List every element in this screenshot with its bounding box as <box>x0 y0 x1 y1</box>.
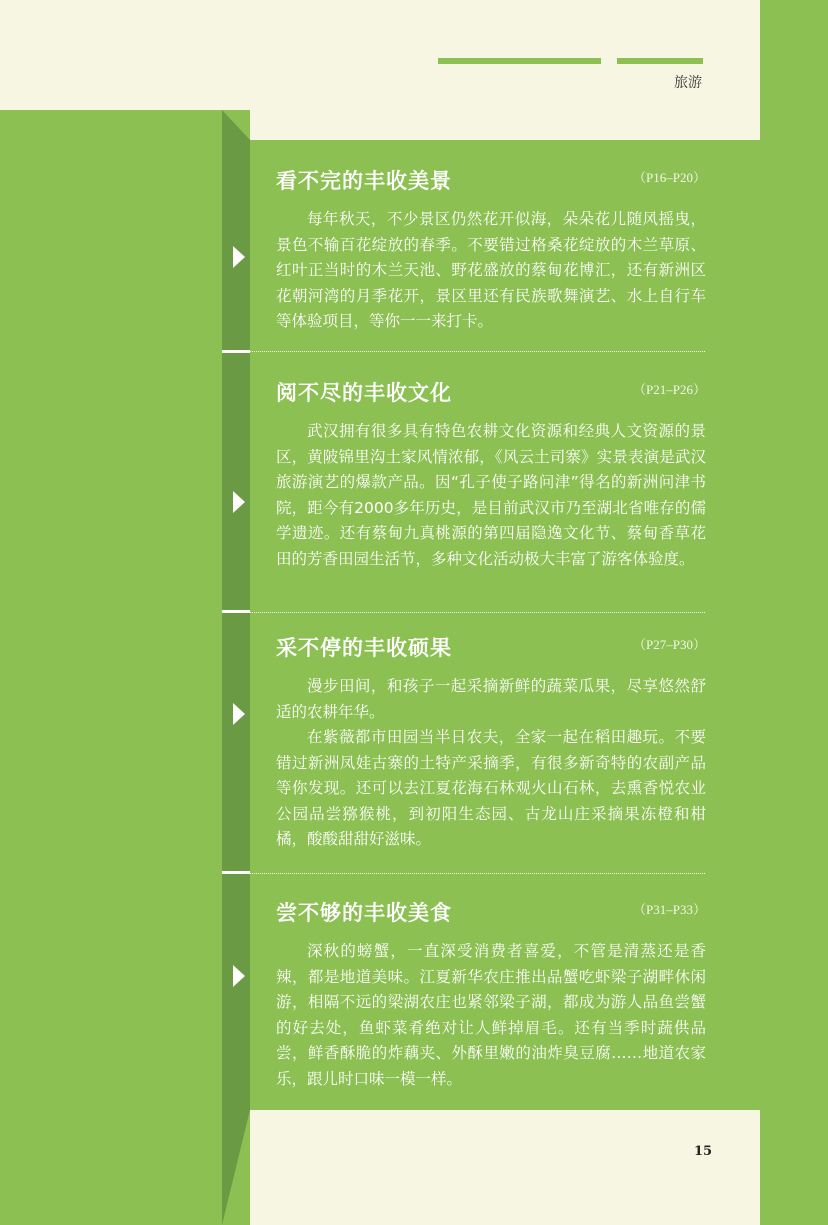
arrow-right-icon <box>233 703 245 725</box>
book-spine <box>222 110 250 1225</box>
paragraph: 深秋的螃蟹，一直深受消费者喜爱，不管是清蒸还是香辣，都是地道美味。江夏新华农庄推出品蟹吃虾梁子湖畔休闲游，相隔不远的梁湖农庄也紧邻梁子湖，都成为游人品鱼尝蟹的好去处，鱼虾菜肴绝对让人鲜掉眉毛。还有当季时蔬供品尝，鲜香酥脆的炸藕夹、外酥里嫩的油炸臭豆腐……地道农家乐，跟儿时口味一模一样。 <box>276 942 706 1088</box>
page-range: （P16–P20） <box>633 170 706 185</box>
section-body <box>276 207 706 335</box>
section-label: 旅游 <box>674 75 702 91</box>
header-rule-long <box>438 58 601 64</box>
paragraph: 武汉拥有很多具有特色农耕文化资源和经典人文资源的景区，黄陂锦里沟土家风情浓郁，《风云土司寨》实景表演是武汉旅游演艺的爆款产品。因“孔子使子路问津”得名的新洲问津书院，距今有2000多年历史，是目前武汉市乃至湖北省唯存的儒学遗迹。还有蔡甸九真桃源的第四届隐逸文化节、蔡甸香草花田的芳香田园生活节，多种文化活动极大丰富了游客体验度。 <box>276 422 706 568</box>
paragraph: 每年秋天，不少景区仍然花开似海，朵朵花儿随风摇曳，景色不输百花绽放的春季。不要错过格桑花绽放的木兰草原、红叶正当时的木兰天池、野花盛放的蔡甸花博汇，还有新洲区花朝河湾的月季花开，景区里还有民族歌舞演艺、水上自行车等体验项目，等你一一来打卡。 <box>276 210 706 330</box>
section-title: 阅不尽的丰收文化 <box>276 380 452 405</box>
arrow-right-icon <box>233 491 245 513</box>
right-edge-strip <box>760 0 828 1225</box>
spine-divider-tick <box>222 610 250 613</box>
arrow-right-icon <box>233 965 245 987</box>
section-scenery <box>276 165 706 335</box>
left-color-block <box>0 110 250 1225</box>
section-food <box>276 897 706 1092</box>
section-body <box>276 939 706 1092</box>
section-culture <box>276 377 706 572</box>
section-harvest <box>276 632 706 853</box>
page-range: （P31–P33） <box>633 902 706 917</box>
section-body <box>276 419 706 572</box>
section-title: 尝不够的丰收美食 <box>276 900 452 925</box>
header-rule-short <box>617 58 703 64</box>
dotted-divider <box>250 873 705 874</box>
spine-divider-tick <box>222 871 250 874</box>
page-range: （P27–P30） <box>633 637 706 652</box>
section-title: 采不停的丰收硕果 <box>276 635 452 660</box>
section-title: 看不完的丰收美景 <box>276 168 452 193</box>
page-number: 15 <box>694 1144 713 1159</box>
arrow-right-icon <box>233 246 245 268</box>
dotted-divider <box>250 351 705 352</box>
page-range: （P21–P26） <box>633 382 706 397</box>
section-body <box>276 674 706 853</box>
dotted-divider <box>250 612 705 613</box>
spine-divider-tick <box>222 350 250 353</box>
paragraph: 在紫薇都市田园当半日农夫，全家一起在稻田趣玩。不要错过新洲凤娃古寨的土特产采摘季，有很多新奇特的农副产品等你发现。还可以去江夏花海石林观火山石林，去熏香悦农业公园品尝猕猴桃，到初阳生态园、古龙山庄采摘果冻橙和柑橘，酸酸甜甜好滋味。 <box>276 728 706 848</box>
paragraph: 漫步田间，和孩子一起采摘新鲜的蔬菜瓜果，尽享悠然舒适的农耕年华。 <box>276 677 706 721</box>
